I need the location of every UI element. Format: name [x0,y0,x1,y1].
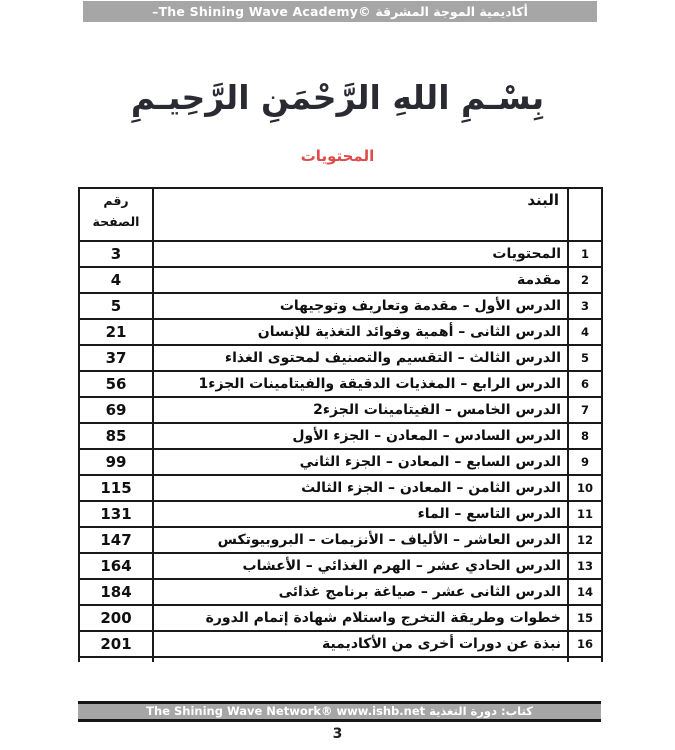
toc-row-number: 11 [568,501,602,527]
toc-row-number: 7 [568,397,602,423]
toc-row-item: الدرس الحادي عشر – الهرم الغذائي – الأعشاب [153,553,568,579]
toc-row-page: 164 [79,553,153,579]
toc-row-item: الدرس العاشر – الألياف – الأنزيمات – البروبيوتكس [153,527,568,553]
toc-row-item: الدرس السابع – المعادن – الجزء الثاني [153,449,568,475]
toc-row [79,475,602,501]
toc-row [79,423,602,449]
toc-row [79,553,602,579]
toc-row-page: 37 [79,345,153,371]
toc-row-page: 3 [79,241,153,267]
toc-row-item: الدرس الثالث – التقسيم والتصنيف لمحتوى الغذاء [153,345,568,371]
toc-row-page: 115 [79,475,153,501]
bismillah-calligraphy: بِسْـمِ اللهِ الرَّحْمَنِ الرَّحِيـمِ [130,78,545,117]
toc-partial-cell [79,657,153,662]
toc-row-number: 4 [568,319,602,345]
toc-row-item: الدرس التاسع – الماء [153,501,568,527]
toc-row-item: خطوات وطريقة التخرج واستلام شهادة إتمام الدورة [153,605,568,631]
page-number: 3 [332,726,343,742]
contents-title: المحتويات [300,147,375,165]
toc-partial-row [79,657,602,662]
toc-row [79,371,602,397]
toc-row-number: 3 [568,293,602,319]
toc-row-page: 184 [79,579,153,605]
toc-row-number: 13 [568,553,602,579]
toc-row-page: 21 [79,319,153,345]
toc-row-number: 6 [568,371,602,397]
toc-row-item: مقدمة [153,267,568,293]
toc-row-page: 201 [79,631,153,657]
toc-row-number: 8 [568,423,602,449]
toc-row [79,527,602,553]
toc-row-page: 131 [79,501,153,527]
toc-row [79,267,602,293]
toc-row-page: 56 [79,371,153,397]
toc-row [79,293,602,319]
toc-row-item: الدرس الثانى – أهمية وفوائد التغذية للإنسان [153,319,568,345]
toc-row-page: 99 [79,449,153,475]
toc-row-page: 5 [79,293,153,319]
toc-row [79,397,602,423]
toc-row-number: 16 [568,631,602,657]
toc-partial-cell [568,657,602,662]
toc-row-page: 69 [79,397,153,423]
toc-row-number: 2 [568,267,602,293]
toc-row-number: 5 [568,345,602,371]
toc-partial-cell [153,657,568,662]
toc-row [79,605,602,631]
toc-row-item: نبذة عن دورات أخرى من الأكاديمية [153,631,568,657]
toc-row [79,631,602,657]
toc-row-page: 85 [79,423,153,449]
toc-header-page [79,188,153,241]
toc-table [78,187,603,662]
footer-bar: The Shining Wave Network® www.ishb.net كتاب: دورة التغذية [78,701,601,722]
toc-row-item: الدرس الخامس – الفيتامينات الجزء2 [153,397,568,423]
toc-row-page: 200 [79,605,153,631]
toc-header-page-line2: الصفحة [92,214,140,230]
toc-row-page: 4 [79,267,153,293]
toc-row-item: الدرس الرابع – المغذيات الدقيقة والفيتامينات الجزء1 [153,371,568,397]
toc-row-item: الدرس الأول – مقدمة وتعاريف وتوجيهات [153,293,568,319]
toc-header-rownum-cell [568,188,602,241]
toc-header-page-line1: رقم [103,193,129,208]
toc-header-row [79,188,602,241]
toc-row-item: الدرس السادس – المعادن – الجزء الأول [153,423,568,449]
toc-row-number: 10 [568,475,602,501]
toc-row [79,319,602,345]
toc-row-item: الدرس الثانى عشر – صياغة برنامج غذائى [153,579,568,605]
toc-row-page: 147 [79,527,153,553]
toc-row [79,345,602,371]
toc-header-item: البند [153,188,568,241]
toc-row [79,579,602,605]
toc-row-number: 14 [568,579,602,605]
toc-row-number: 12 [568,527,602,553]
toc-row-item: الدرس الثامن – المعادن – الجزء الثالث [153,475,568,501]
toc-row-number: 1 [568,241,602,267]
toc-row-number: 15 [568,605,602,631]
toc-row [79,501,602,527]
toc-row-number: 9 [568,449,602,475]
toc-row [79,449,602,475]
toc-row [79,241,602,267]
toc-row-item: المحتويات [153,241,568,267]
header-bar: –The Shining Wave Academy© أكاديمية الموجة المشرقة [83,1,597,22]
